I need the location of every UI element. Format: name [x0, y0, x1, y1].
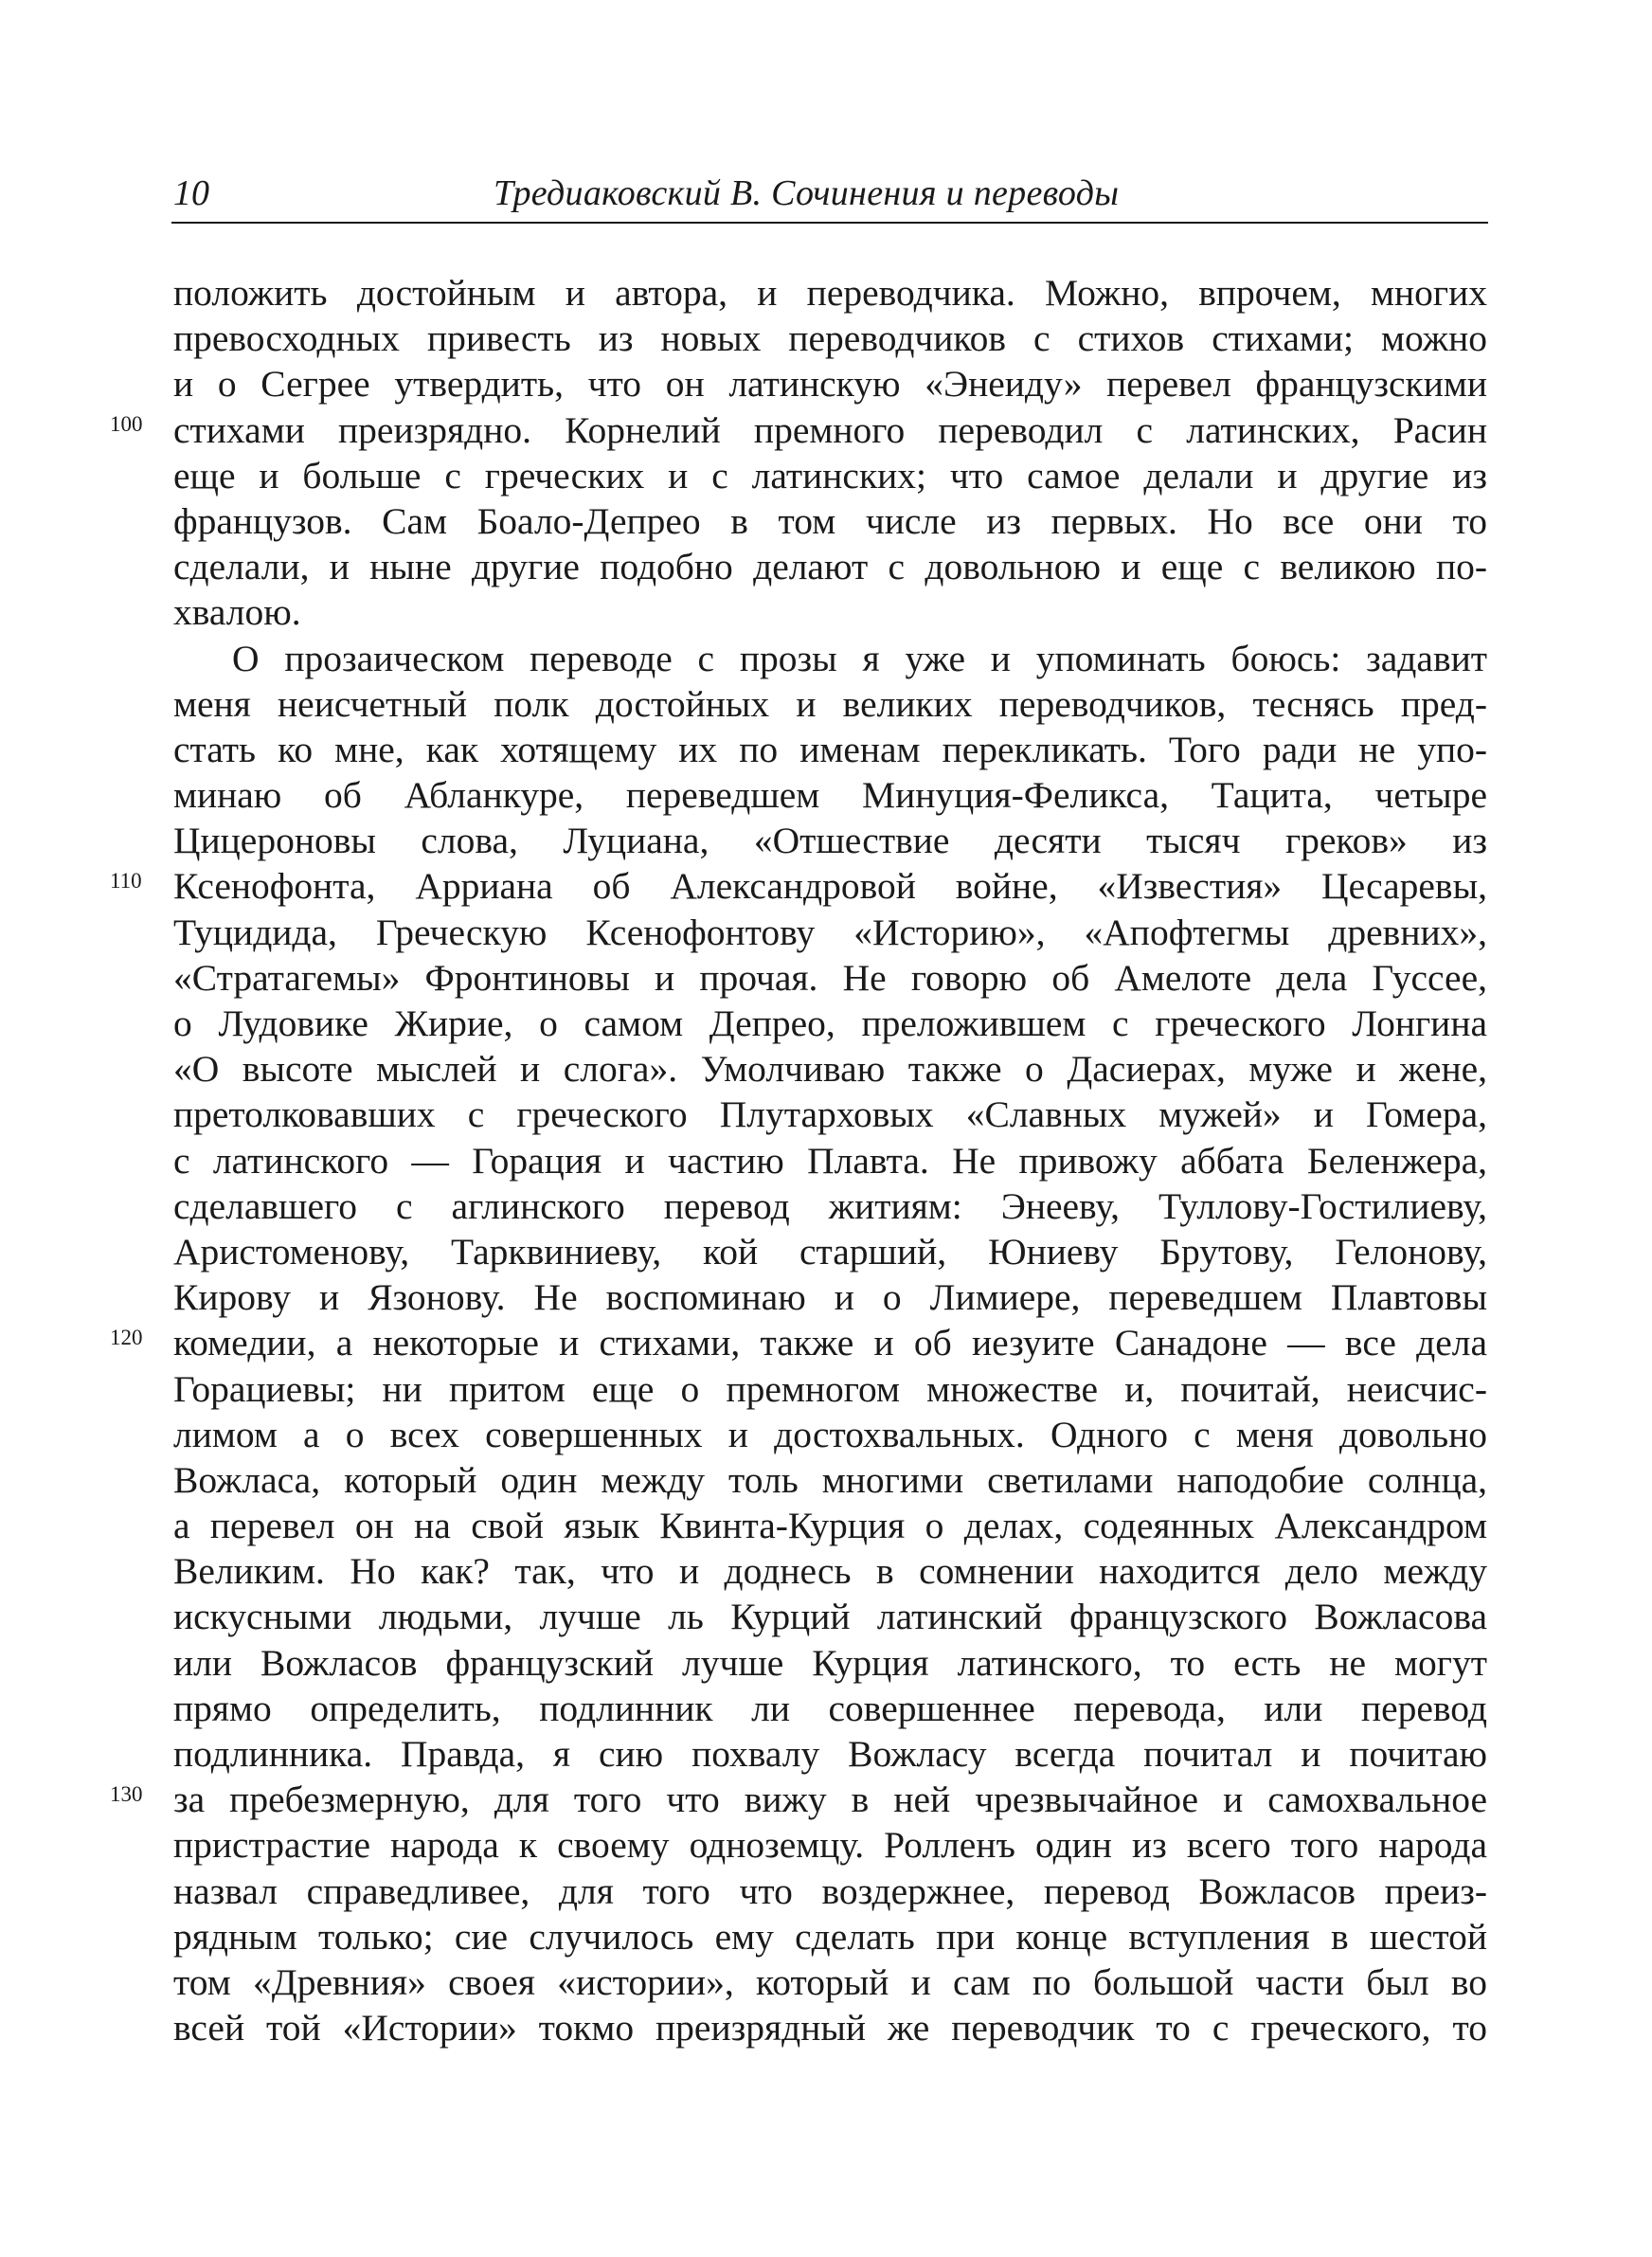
text-line: том «Древния» своея «истории», который и сам по большой части был во: [173, 1960, 1487, 2003]
page-number: 10: [173, 173, 209, 213]
text-line: Великим. Но как? так, что и доднесь в сомнении находится дело между: [173, 1550, 1487, 1593]
margin-line-number: 110: [110, 869, 142, 893]
margin-line-number: 130: [110, 1782, 143, 1806]
text-line: Туцидида, Греческую Ксенофонтову «Историю», «Апофтегмы древних»,: [173, 911, 1487, 953]
text-line: положить достойным и автора, и переводчика. Можно, впрочем, многих: [173, 272, 1487, 314]
running-head: [171, 169, 1488, 224]
text-line: назвал справедливее, для того что воздержнее, перевод Вожласов преиз-: [173, 1869, 1487, 1912]
text-line: еще и больше с греческих и с латинских; что самое делали и другие из: [173, 454, 1487, 497]
text-line: Кирову и Язонову. Не воспоминаю и о Лимиере, переведшем Плавтовы: [173, 1276, 1487, 1319]
text-line: стать ко мне, как хотящему их по именам перекликать. Того ради не упо-: [173, 728, 1487, 770]
margin-line-number: 100: [110, 412, 143, 436]
text-line: прямо определить, подлинник ли совершеннее перевода, или перевод: [173, 1687, 1487, 1729]
text-line: хвалою.: [173, 591, 301, 634]
body-text: [173, 270, 1487, 2050]
text-line: претолковавших с греческого Плутарховых «Славных мужей» и Гомера,: [173, 1093, 1487, 1136]
text-line: за пребезмерную, для того что вижу в ней чрезвычайное и самохвальное: [173, 1779, 1487, 1821]
text-line: сделали, и ныне другие подобно делают с довольною и еще с великою по-: [173, 546, 1487, 588]
text-line: стихами преизрядно. Корнелий премного переводил с латинских, Расин: [173, 408, 1487, 451]
text-line: Цицероновы слова, Луциана, «Отшествие десяти тысяч греков» из: [173, 820, 1487, 862]
text-line: минаю об Абланкуре, переведшем Минуция-Феликса, Тацита, четыре: [173, 774, 1487, 817]
text-line: превосходных привесть из новых переводчиков с стихов стихами; можно: [173, 317, 1487, 360]
text-line: комедии, а некоторые и стихами, также и об иезуите Санадоне — все дела: [173, 1322, 1487, 1364]
text-line: «Стратагемы» Фронтиновы и прочая. Не говорю об Амелоте дела Гуссее,: [173, 956, 1487, 999]
text-line: меня неисчетный полк достойных и великих переводчиков, теснясь пред-: [173, 682, 1487, 725]
text-line: французов. Сам Боало-Депрео в том числе из первых. Но все они то: [173, 499, 1487, 542]
text-line: Горациевы; ни притом еще о премногом множестве и, почитай, неисчис-: [173, 1367, 1487, 1410]
text-line: подлинника. Правда, я сию похвалу Вожласу всегда почитал и почитаю: [173, 1733, 1487, 1775]
margin-line-number: 120: [110, 1326, 143, 1349]
text-line: Вожласа, который один между толь многими светилами наподобие солнца,: [173, 1458, 1487, 1501]
text-line: а перевел он на свой язык Квинта-Курция о делах, содеянных Александром: [173, 1505, 1487, 1547]
text-line: о Лудовике Жирие, о самом Депрео, преложившем с греческого Лонгина: [173, 1002, 1487, 1044]
text-line: и о Сегрее утвердить, что он латинскую «Энеиду» перевел французскими: [173, 363, 1487, 406]
text-line: лимом а о всех совершенных и достохвальных. Одного с меня довольно: [173, 1413, 1487, 1455]
text-line: Ксенофонта, Арриана об Александровой войне, «Известия» Цесаревы,: [173, 865, 1487, 908]
text-line: пристрастие народа к своему одноземцу. Ролленъ один из всего того народа: [173, 1824, 1487, 1867]
text-line: всей той «Истории» токмо преизрядный же переводчик то с греческого, то: [173, 2007, 1487, 2049]
text-line: «О высоте мыслей и слога». Умолчиваю также о Дасиерах, муже и жене,: [173, 1048, 1487, 1091]
text-line: Аристоменову, Тарквиниеву, кой старший, Юниеву Брутову, Гелонову,: [173, 1230, 1487, 1273]
text-line: искусными людьми, лучше ль Курций латинский французского Вожласова: [173, 1596, 1487, 1638]
text-line: сделавшего с аглинского перевод житиям: Энееву, Туллову-Гостилиеву,: [173, 1184, 1487, 1227]
text-line: или Вожласов французский лучше Курция латинского, то есть не могут: [173, 1641, 1487, 1684]
text-line: О прозаическом переводе с прозы я уже и упоминать боюсь: задавит: [232, 637, 1487, 679]
running-head-title: Тредиаковский В. Сочинения и переводы: [494, 173, 1120, 213]
text-line: рядным только; сие случилось ему сделать при конце вступления в шестой: [173, 1915, 1487, 1958]
text-line: с латинского — Горация и частию Плавта. Не привожу аббата Беленжера,: [173, 1139, 1487, 1182]
